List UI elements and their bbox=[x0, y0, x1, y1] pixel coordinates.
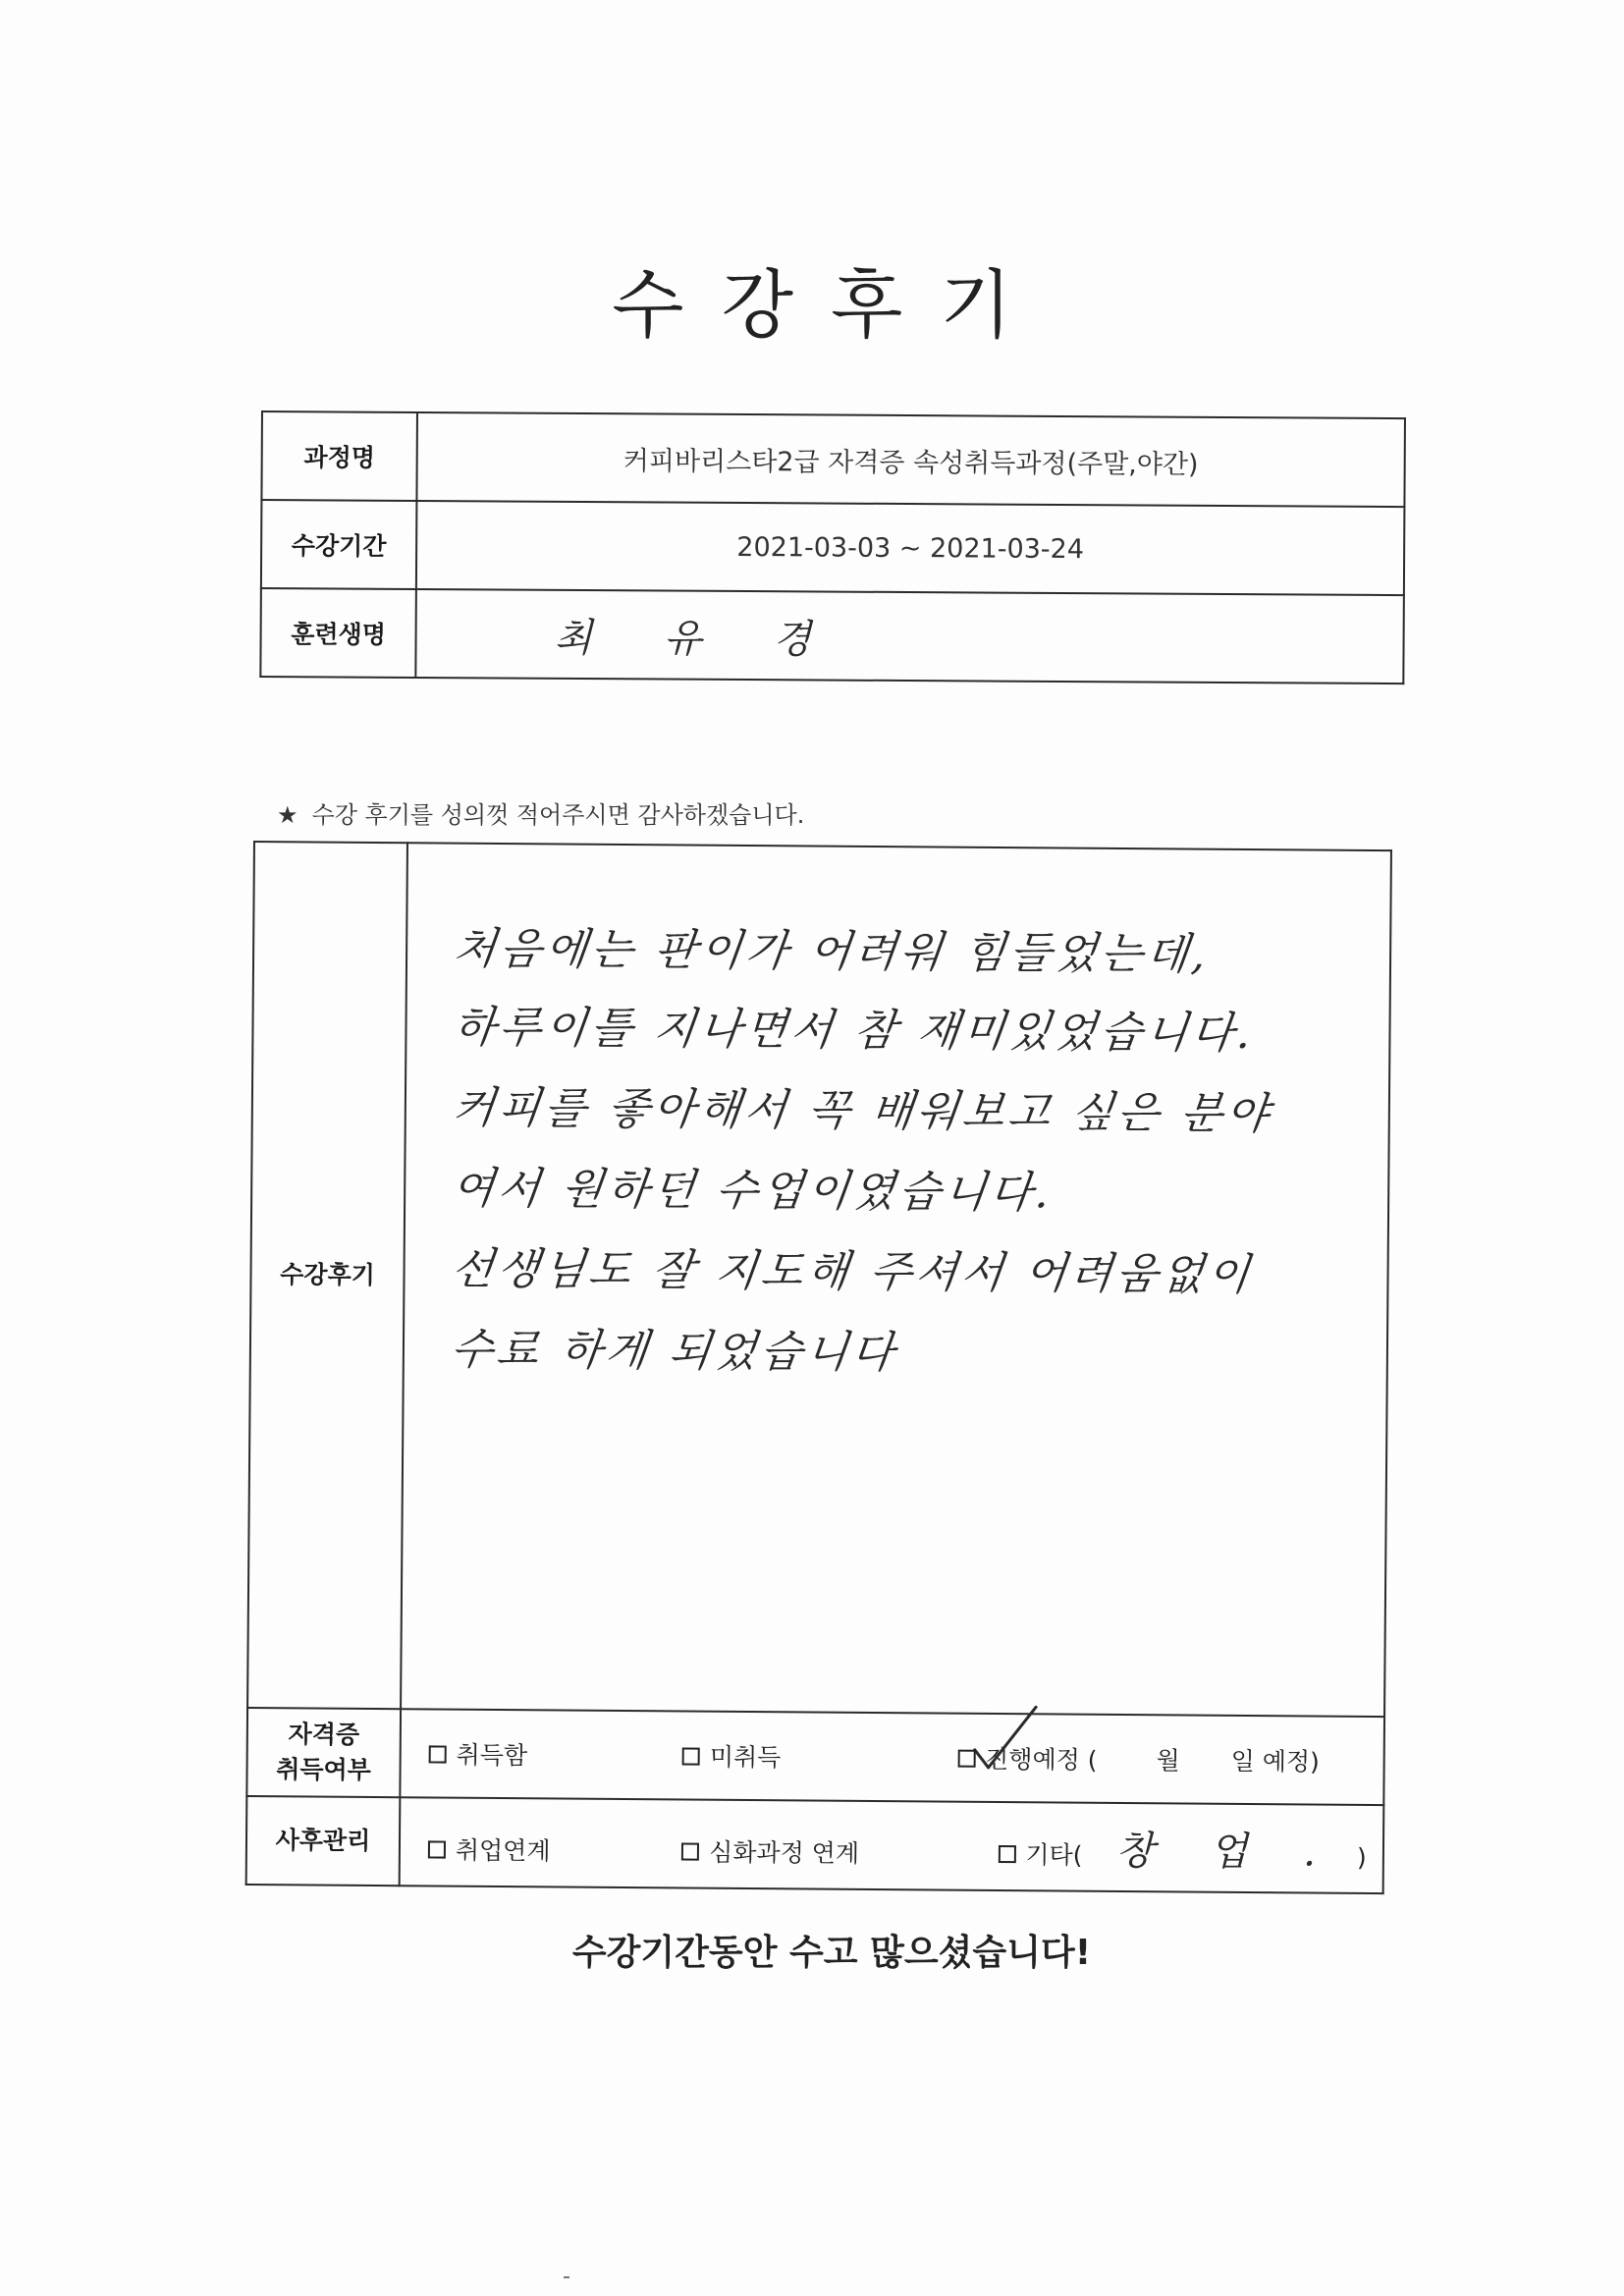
trainee-name: 최 유 경 bbox=[554, 615, 841, 663]
review-line-3: 커피를 좋아해서 꼭 배워보고 싶은 분야 bbox=[450, 1082, 1275, 1140]
course-row bbox=[261, 411, 1405, 507]
option-advanced[interactable] bbox=[681, 1832, 990, 1870]
course-label: 과정명 bbox=[261, 411, 417, 501]
review-line-1: 처음에는 판이가 어려워 힘들었는데, bbox=[451, 923, 1214, 980]
option-not-acquired[interactable] bbox=[682, 1737, 949, 1775]
period-label: 수강기간 bbox=[261, 500, 417, 589]
certificate-row bbox=[246, 1708, 1384, 1805]
option-job[interactable] bbox=[428, 1831, 674, 1868]
planned-day-label: 일 예정) bbox=[1230, 1746, 1320, 1777]
certificate-label-line1: 자격증 bbox=[288, 1720, 360, 1749]
notice bbox=[277, 795, 804, 830]
aftercare-options bbox=[400, 1797, 1384, 1893]
review-line-4: 여서 원하던 수업이였습니다. bbox=[449, 1163, 1056, 1219]
certificate-label-line2: 취득여부 bbox=[276, 1755, 371, 1784]
review-body bbox=[401, 843, 1391, 1717]
option-other-label: 기타( bbox=[1025, 1839, 1083, 1870]
scan-speck bbox=[564, 2276, 569, 2278]
option-advanced-label: 심화과정 연계 bbox=[709, 1837, 860, 1868]
planned-month-label: 월 bbox=[1156, 1746, 1180, 1776]
certificate-options bbox=[400, 1709, 1384, 1805]
checkbox-icon bbox=[429, 1745, 447, 1763]
option-planned-label: 진행예정 ( bbox=[985, 1744, 1098, 1775]
review-line-2: 하루이틀 지나면서 참 재미있었습니다. bbox=[451, 1002, 1258, 1059]
option-acquired-label: 취득함 bbox=[456, 1740, 528, 1771]
checkbox-icon bbox=[682, 1747, 700, 1765]
review-line-5: 선생님도 잘 지도해 주셔서 어려움없이 bbox=[449, 1243, 1256, 1300]
info-table bbox=[259, 410, 1406, 684]
option-other[interactable] bbox=[998, 1818, 1367, 1877]
course-value: 커피바리스타2급 자격증 속성취득과정(주말,야간) bbox=[416, 412, 1405, 507]
checkmark-icon bbox=[967, 1703, 1047, 1782]
aftercare-row bbox=[246, 1796, 1384, 1893]
closing-message: 수강기간동안 수고 많으셨습니다! bbox=[571, 1933, 1092, 1973]
checkbox-icon bbox=[998, 1844, 1015, 1862]
review-row bbox=[247, 842, 1391, 1717]
option-not-acquired-label: 미취득 bbox=[709, 1742, 782, 1773]
star-icon: ★ bbox=[277, 801, 298, 829]
option-other-close: ) bbox=[1356, 1842, 1367, 1872]
aftercare-label: 사후관리 bbox=[246, 1796, 401, 1886]
option-job-label: 취업연계 bbox=[455, 1835, 551, 1865]
certificate-label bbox=[246, 1708, 401, 1797]
notice-text: 수강 후기를 성의껏 적어주시면 감사하겠습니다. bbox=[311, 801, 805, 829]
period-value: 2021-03-03 ~ 2021-03-24 bbox=[416, 501, 1405, 595]
review-label: 수강후기 bbox=[247, 842, 407, 1709]
page-title: 수강후기 bbox=[612, 261, 1050, 349]
other-value: 창 업 . bbox=[1115, 1828, 1338, 1876]
review-line-6: 수료 하게 되었습니다 bbox=[448, 1324, 900, 1379]
checkbox-icon bbox=[428, 1840, 446, 1858]
checkbox-icon bbox=[957, 1750, 975, 1768]
trainee-row bbox=[260, 588, 1404, 683]
review-table bbox=[245, 841, 1392, 1894]
period-row bbox=[261, 500, 1405, 595]
checkbox-icon bbox=[681, 1842, 699, 1860]
trainee-label: 훈련생명 bbox=[260, 588, 416, 678]
option-acquired[interactable] bbox=[429, 1735, 675, 1773]
trainee-name-cell bbox=[415, 589, 1404, 683]
